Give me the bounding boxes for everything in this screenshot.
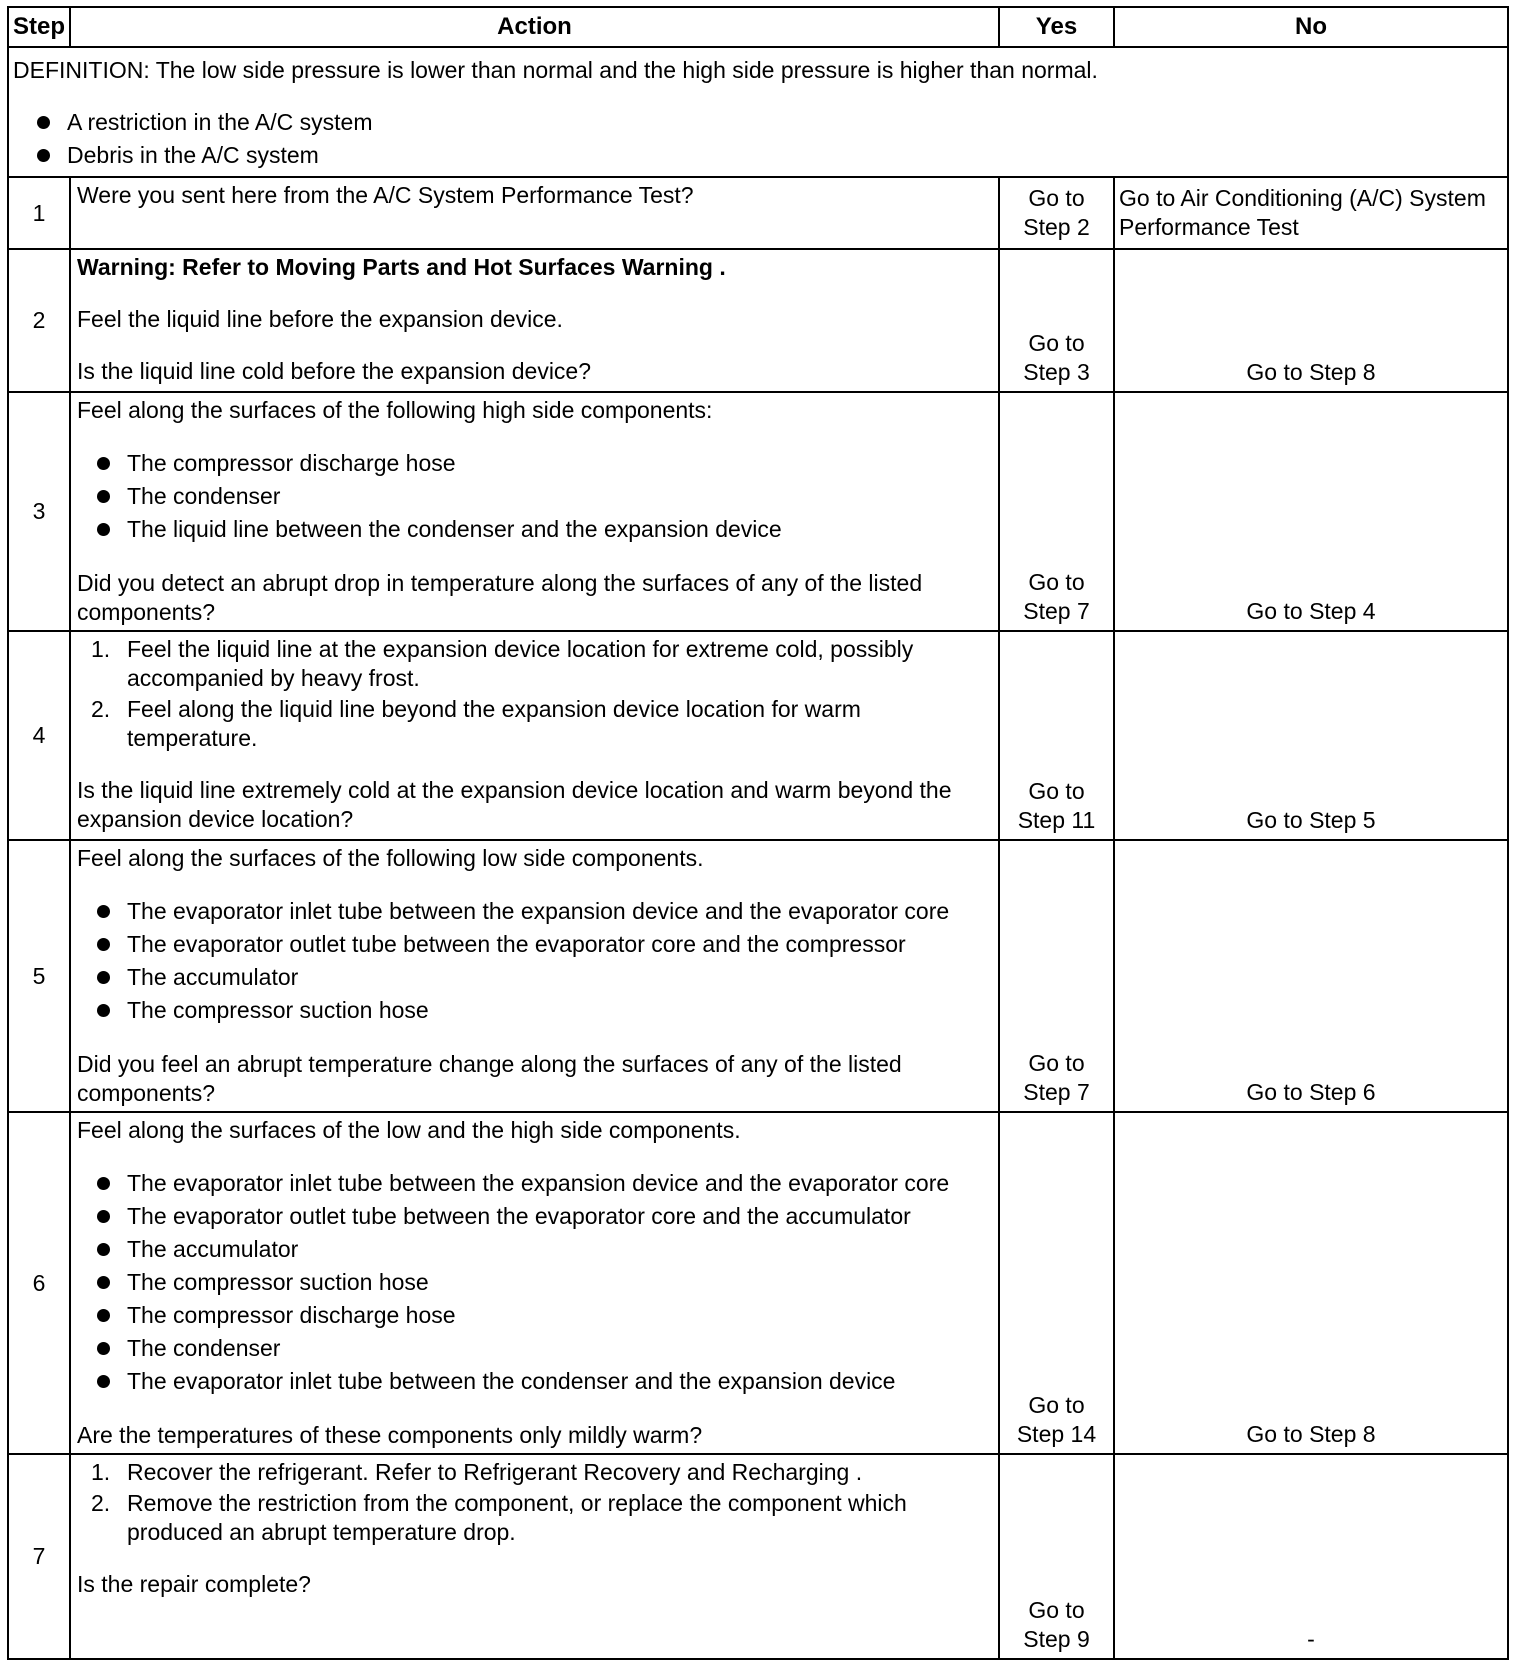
no-cell: Go to Step 5	[1114, 631, 1508, 840]
action-cell	[70, 840, 999, 1112]
list-item: The compressor discharge hose	[77, 1299, 992, 1332]
list-item: 2. Feel along the liquid line beyond the expansion device location for warm temperature.	[91, 696, 861, 751]
action-cell	[70, 1454, 999, 1659]
list-item: The evaporator inlet tube between the condenser and the expansion device	[77, 1365, 992, 1398]
no-cell: Go to Step 8	[1114, 1112, 1508, 1454]
step-row-7	[8, 1454, 1508, 1659]
yes-cell: Go to Step 3	[999, 249, 1114, 392]
list-item: The evaporator outlet tube between the evaporator core and the accumulator	[77, 1200, 992, 1233]
definition-bullet: A restriction in the A/C system	[13, 106, 1501, 139]
no-cell: Go to Step 8	[1114, 249, 1508, 392]
yes-cell: Go to Step 7	[999, 392, 1114, 631]
no-cell: Go to Step 4	[1114, 392, 1508, 631]
yes-cell: Go to Step 11	[999, 631, 1114, 840]
action-cell	[70, 249, 999, 392]
list-item: The accumulator	[77, 1233, 992, 1266]
list-item: The compressor suction hose	[77, 994, 992, 1027]
step-question: Are the temperatures of these components only mildly warm?	[77, 1422, 703, 1448]
definition-cell	[8, 47, 1508, 177]
step-number: 4	[8, 631, 70, 840]
header-yes: Yes	[999, 7, 1114, 47]
list-item: 1. Feel the liquid line at the expansion device location for extreme cold, possibly accompanied by heavy frost.	[91, 636, 914, 691]
action-cell	[70, 177, 999, 249]
header-row	[8, 7, 1508, 47]
component-list	[77, 447, 992, 546]
action-cell	[70, 1112, 999, 1454]
list-item: The liquid line between the condenser and the expansion device	[77, 513, 992, 546]
list-item: The evaporator inlet tube between the expansion device and the evaporator core	[77, 1167, 992, 1200]
yes-cell: Go to Step 2	[999, 177, 1114, 249]
no-cell: -	[1114, 1454, 1508, 1659]
header-action: Action	[70, 7, 999, 47]
action-cell	[70, 631, 999, 840]
step-number: 7	[8, 1454, 70, 1659]
yes-cell: Go to Step 14	[999, 1112, 1114, 1454]
no-cell: Go to Air Conditioning (A/C) System Performance Test	[1114, 177, 1508, 249]
step-intro: Feel along the surfaces of the following high side components:	[77, 397, 713, 423]
action-cell	[70, 392, 999, 631]
warning-text: Warning: Refer to Moving Parts and Hot Surfaces Warning .	[77, 254, 726, 280]
list-item: The compressor suction hose	[77, 1266, 992, 1299]
step-row-5	[8, 840, 1508, 1112]
no-cell: Go to Step 6	[1114, 840, 1508, 1112]
step-intro: Feel along the surfaces of the low and the high side components.	[77, 1117, 741, 1143]
list-item: The evaporator outlet tube between the evaporator core and the compressor	[77, 928, 992, 961]
step-question: Did you feel an abrupt temperature change along the surfaces of any of the listed components?	[77, 1051, 902, 1106]
step-row-4	[8, 631, 1508, 840]
list-item: 2. Remove the restriction from the component, or replace the component which produced an abrupt temperature drop.	[91, 1490, 907, 1545]
list-item: The accumulator	[77, 961, 992, 994]
step-row-6	[8, 1112, 1508, 1454]
step-question: Is the liquid line cold before the expansion device?	[77, 358, 592, 384]
step-row-3	[8, 392, 1508, 631]
list-item: The compressor discharge hose	[77, 447, 992, 480]
step-question: Did you detect an abrupt drop in temperature along the surfaces of any of the listed components?	[77, 570, 923, 625]
diagnostic-table	[7, 6, 1509, 1660]
step-question: Is the repair complete?	[77, 1571, 311, 1597]
step-number: 1	[8, 177, 70, 249]
step-question: Were you sent here from the A/C System Performance Test?	[77, 182, 694, 208]
component-list	[77, 895, 992, 1027]
definition-row	[8, 47, 1508, 177]
step-row-2	[8, 249, 1508, 392]
yes-cell: Go to Step 9	[999, 1454, 1114, 1659]
step-row-1	[8, 177, 1508, 249]
procedure-list	[77, 635, 992, 753]
list-item: The evaporator inlet tube between the expansion device and the evaporator core	[77, 895, 992, 928]
list-item: The condenser	[77, 1332, 992, 1365]
component-list	[77, 1167, 992, 1398]
yes-cell: Go to Step 7	[999, 840, 1114, 1112]
definition-text: DEFINITION: The low side pressure is lower than normal and the high side pressure is higher than normal.	[13, 57, 1098, 83]
list-item: The condenser	[77, 480, 992, 513]
procedure-list	[77, 1458, 992, 1547]
step-number: 6	[8, 1112, 70, 1454]
list-item: 1. Recover the refrigerant. Refer to Refrigerant Recovery and Recharging .	[91, 1459, 863, 1485]
header-no: No	[1114, 7, 1508, 47]
header-step: Step	[8, 7, 70, 47]
step-number: 5	[8, 840, 70, 1112]
definition-bullet: Debris in the A/C system	[13, 139, 1501, 172]
step-number: 2	[8, 249, 70, 392]
step-intro: Feel the liquid line before the expansion device.	[77, 306, 563, 332]
step-number: 3	[8, 392, 70, 631]
definition-bullets	[13, 106, 1501, 172]
step-question: Is the liquid line extremely cold at the expansion device location and warm beyond the expansion device location?	[77, 777, 952, 832]
step-intro: Feel along the surfaces of the following low side components.	[77, 845, 704, 871]
